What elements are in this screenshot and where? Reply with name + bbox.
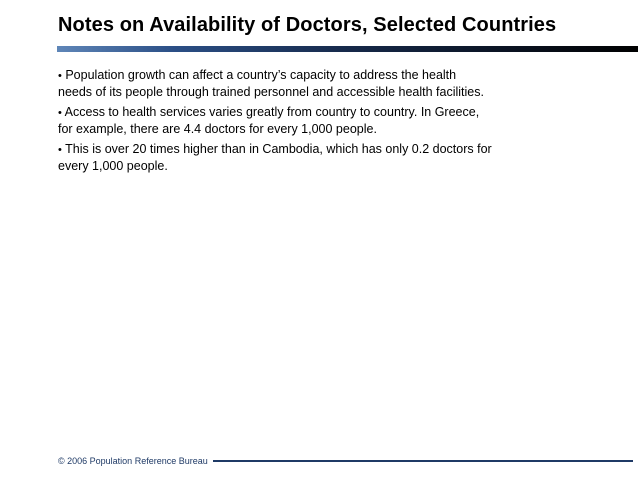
bullet-text: This is over 20 times higher than in Cambodia, which has only 0.2 doctors for (65, 142, 492, 156)
bullet-item-2 (58, 104, 528, 137)
bullet-text-continued: for example, there are 4.4 doctors for every 1,000 people. (58, 122, 377, 136)
bullet-text: Access to health services varies greatly from country to country. In Greece, (64, 105, 480, 119)
footer-rule (213, 460, 633, 462)
bullet-text: Population growth can affect a country’s capacity to address the health (65, 68, 457, 82)
bullet-marker: • (58, 107, 62, 119)
bullet-item-3 (58, 141, 528, 174)
bullet-list (58, 67, 528, 178)
bullet-marker: • (58, 70, 62, 82)
title-underline-bar (57, 46, 638, 52)
bullet-text-continued: every 1,000 people. (58, 159, 168, 173)
bullet-item-1 (58, 67, 528, 100)
bullet-marker: • (58, 144, 62, 156)
bullet-text-continued: needs of its people through trained personnel and accessible health facilities. (58, 85, 484, 99)
slide-title: Notes on Availability of Doctors, Selected Countries (58, 14, 557, 36)
copyright-footer: © 2006 Population Reference Bureau (58, 456, 208, 466)
